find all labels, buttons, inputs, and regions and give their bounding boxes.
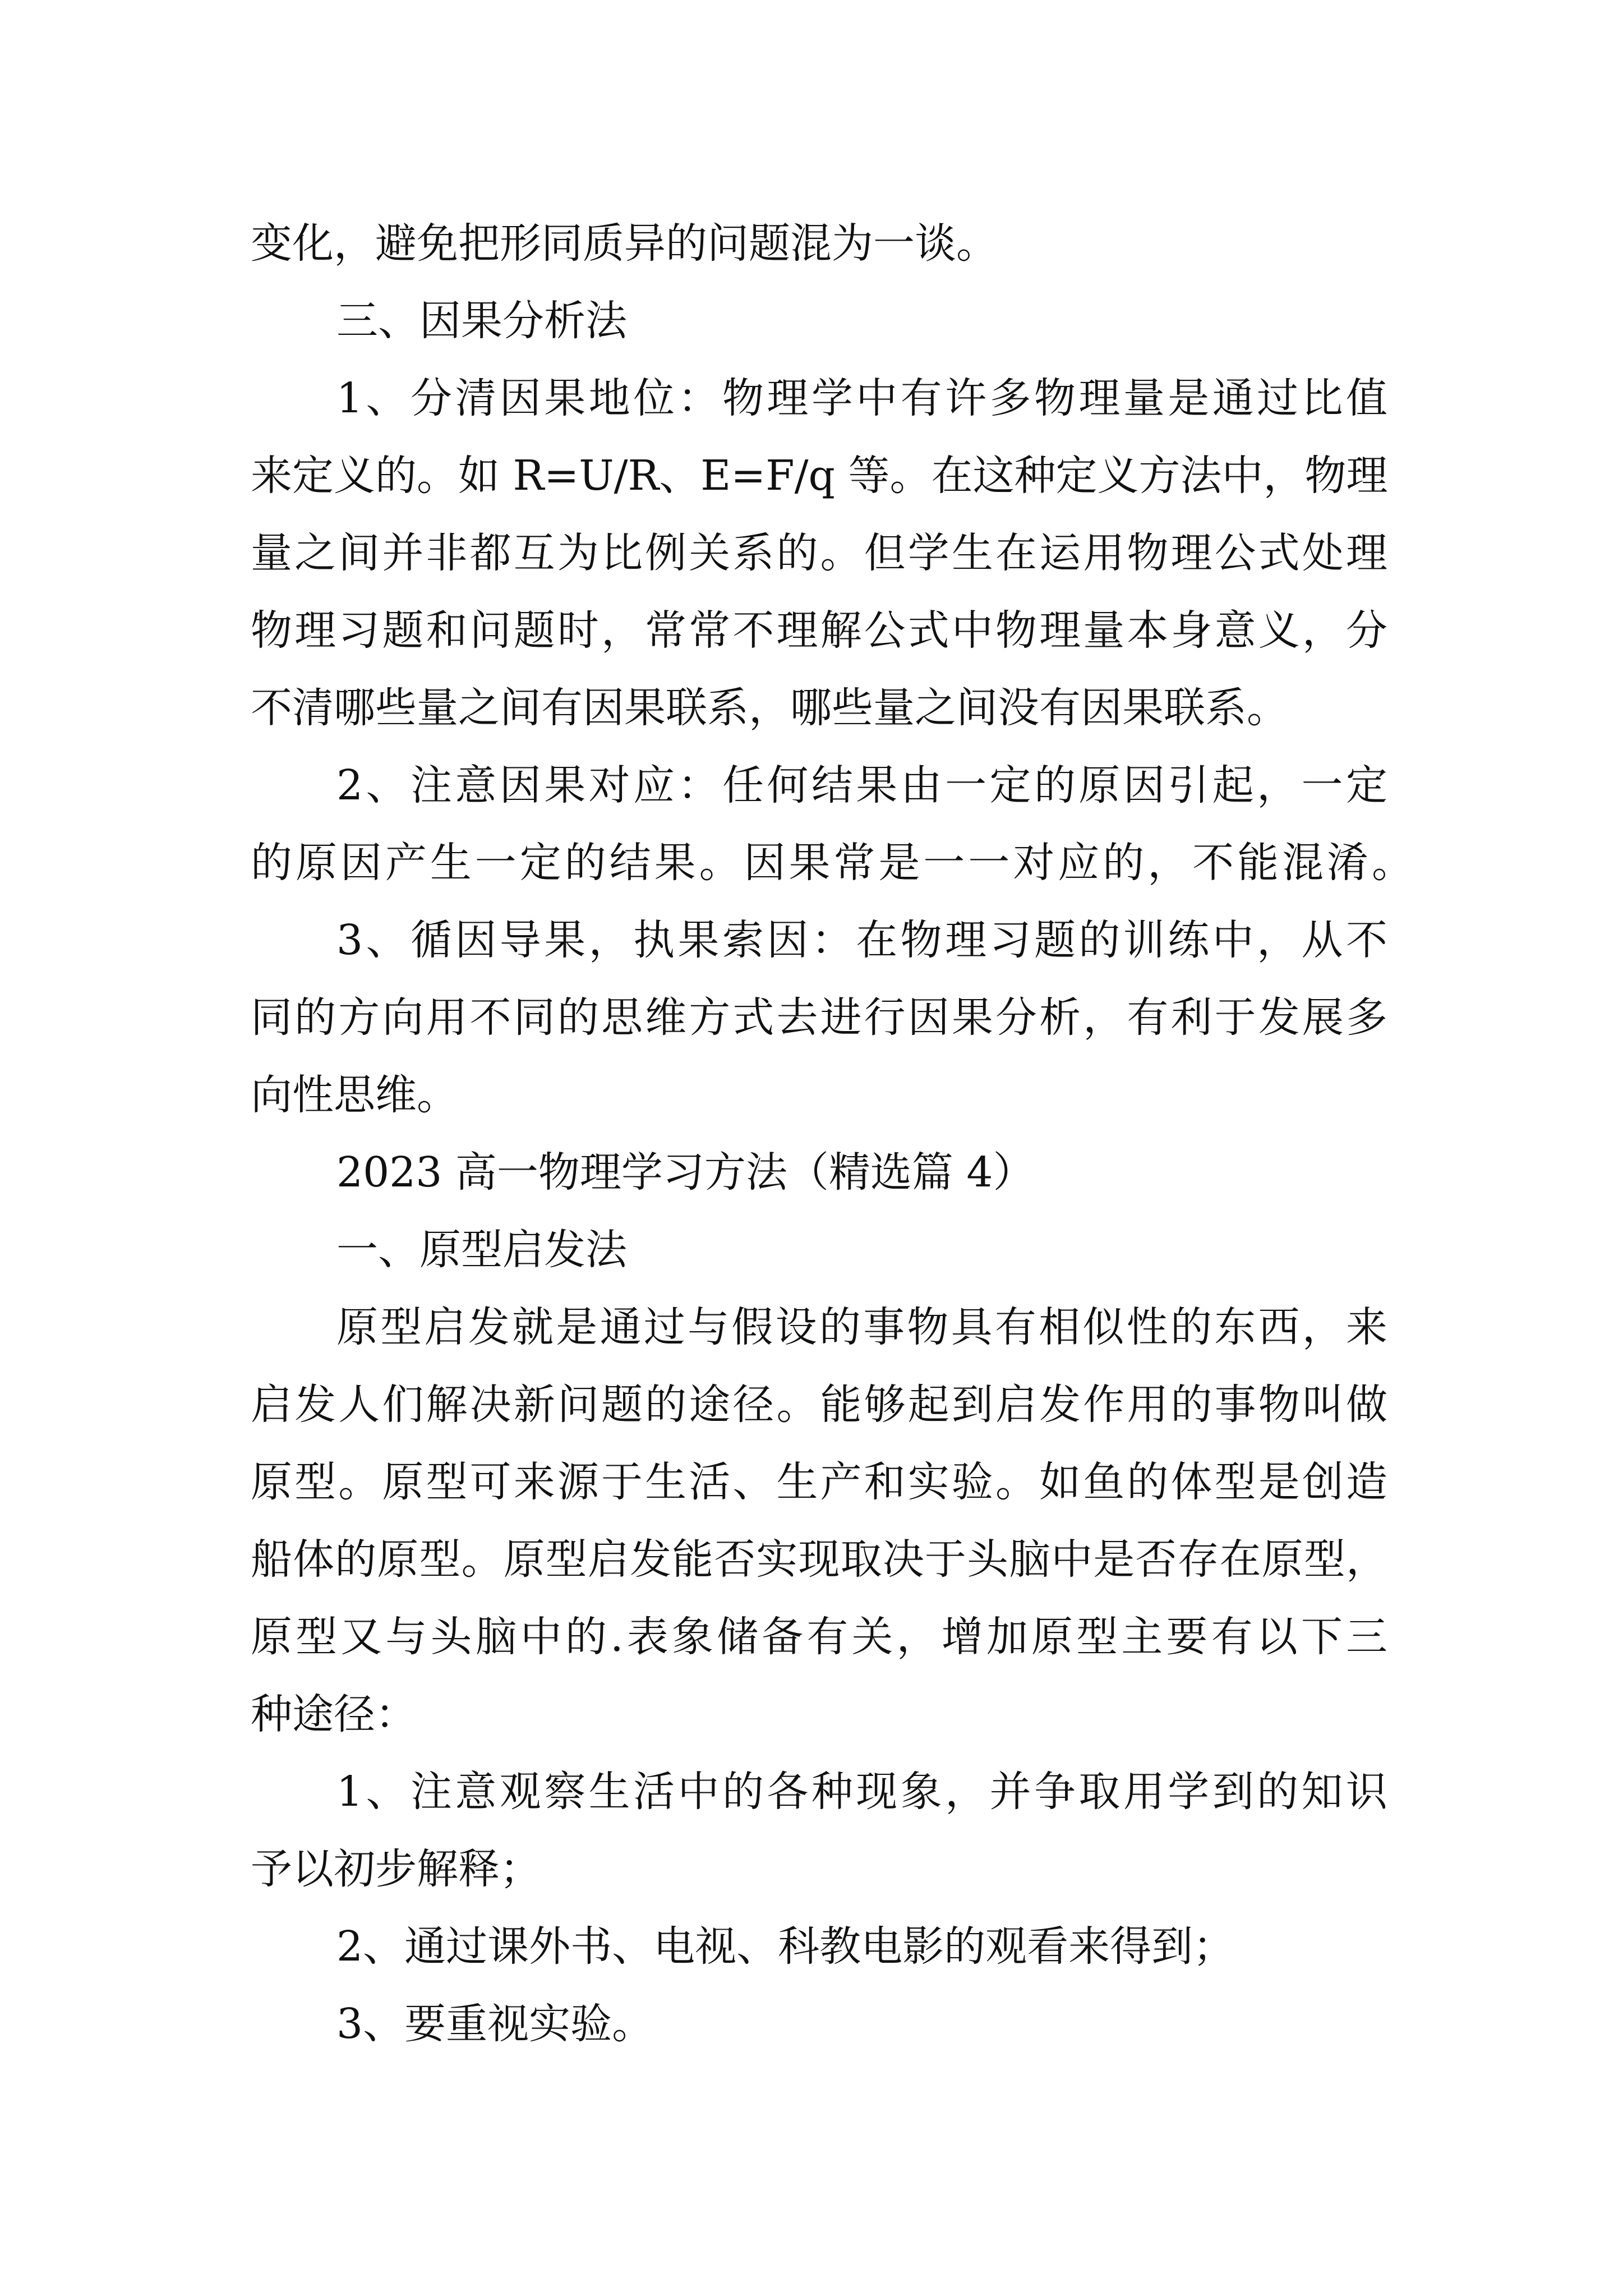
paragraph-prototype-intro [251, 1289, 1387, 1753]
text-line: 量之间并非都互为比例关系的。但学生在运用物理公式处理 [251, 529, 1387, 577]
list-item-experiments [251, 1985, 1387, 2063]
text-line: 不清哪些量之间有因果联系，哪些量之间没有因果联系。 [251, 684, 1288, 732]
list-item-cause-effect-reasoning [251, 901, 1387, 1134]
text-line: 1、注意观察生活中的各种现象，并争取用学到的知识 [336, 1768, 1387, 1816]
text-line: 来定义的。如 R=U/R、E=F/q 等。在这种定义方法中，物理 [251, 452, 1388, 500]
text-line: 予以初步解释； [251, 1845, 541, 1893]
text-line: 2、通过课外书、电视、科教电影的观看来得到； [336, 1922, 1235, 1971]
text-line: 3、要重视实验。 [336, 2000, 654, 2048]
text-line: 变化，避免把形同质异的问题混为一谈。 [251, 219, 998, 268]
section-heading-causal-analysis [251, 282, 1387, 360]
text-line: 1、分清因果地位：物理学中有许多物理量是通过比值 [336, 374, 1387, 422]
list-item-extracurricular-media [251, 1908, 1387, 1985]
text-line: 的原因产生一定的结果。因果常是一一对应的，不能混淆。 [251, 839, 1413, 887]
text-line: 启发人们解决新问题的途径。能够起到启发作用的事物叫做 [251, 1381, 1387, 1429]
article-title [251, 1134, 1387, 1211]
document-body [251, 205, 1413, 2063]
text-line: 种途径： [251, 1690, 417, 1738]
list-item-causal-correspondence [251, 747, 1413, 901]
text-line: 2、注意因果对应：任何结果由一定的原因引起，一定 [336, 761, 1387, 809]
text-line: 原型。原型可来源于生活、生产和实验。如鱼的体型是创造 [251, 1458, 1387, 1506]
text-line: 三、因果分析法 [336, 297, 627, 345]
list-item-observe-life [251, 1753, 1387, 1908]
text-line: 2023 高一物理学习方法（精选篇 4） [336, 1148, 1035, 1197]
text-line: 3、循因导果，执果索因：在物理习题的训练中，从不 [336, 916, 1387, 964]
text-line: 原型又与头脑中的.表象储备有关，增加原型主要有以下三 [251, 1613, 1387, 1661]
list-item-causal-position [251, 360, 1387, 747]
text-line: 原型启发就是通过与假设的事物具有相似性的东西，来 [336, 1303, 1387, 1351]
text-line: 船体的原型。原型启发能否实现取决于头脑中是否存在原型， [251, 1535, 1387, 1584]
text-line: 物理习题和问题时，常常不理解公式中物理量本身意义，分 [251, 606, 1387, 655]
text-line: 一、原型启发法 [336, 1226, 627, 1274]
section-heading-prototype-inspiration [251, 1211, 1387, 1289]
paragraph-continuation [251, 205, 1387, 282]
text-line: 同的方向用不同的思维方式去进行因果分析，有利于发展多 [251, 993, 1387, 1042]
text-line: 向性思维。 [251, 1071, 458, 1119]
